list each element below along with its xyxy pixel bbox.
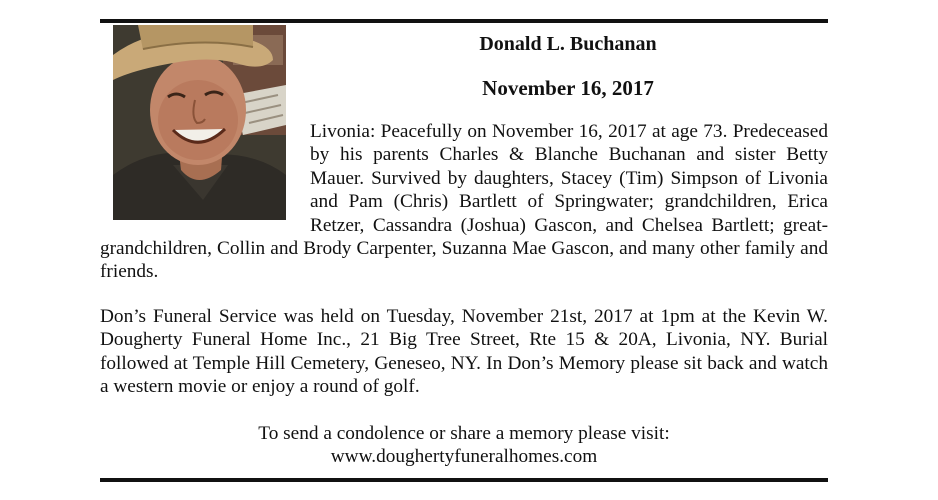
top-rule [100,19,828,23]
deceased-name: Donald L. Buchanan [479,33,657,55]
service-paragraph: Don’s Funeral Service was held on Tuesday, November 21st, 2017 at 1pm at the Kevin W. Dougherty Funeral Home Inc., 21 Big Tree Street, Rte 15 & 20A, Livonia, NY. Burial followed at Temple Hill Cemetery, Geneseo, NY. In Don’s Memory please sit back and watch a western movie or enjoy a round of golf. [100,306,828,398]
condolence-line: To send a condolence or share a memory please visit: [258,423,670,444]
date-of-death: November 16, 2017 [482,76,654,100]
bottom-rule [100,478,828,482]
condolence-note [100,422,828,469]
funeral-home-website: www.doughertyfuneralhomes.com [330,446,598,468]
obituary-paragraph [100,120,828,284]
photo-text-wrap-spacer [100,120,310,237]
obituary-paragraph-text: Livonia: Peacefully on November 16, 2017 at age 73. Predeceased by his parents Charles & Blanche Buchanan and sister Betty Mauer. Survived by daughters, Stacey (Tim) Simpson of Livonia and Pam (Chris) Bartlett of Springwater; grandchildren, Erica Retzer, Cassandra (Joshua) Gascon, and Chelsea Bartlett; great-grandchildren, Collin and Brody Carpenter, Suzanna Mae Gascon, and many other family and friends. [100,121,828,283]
